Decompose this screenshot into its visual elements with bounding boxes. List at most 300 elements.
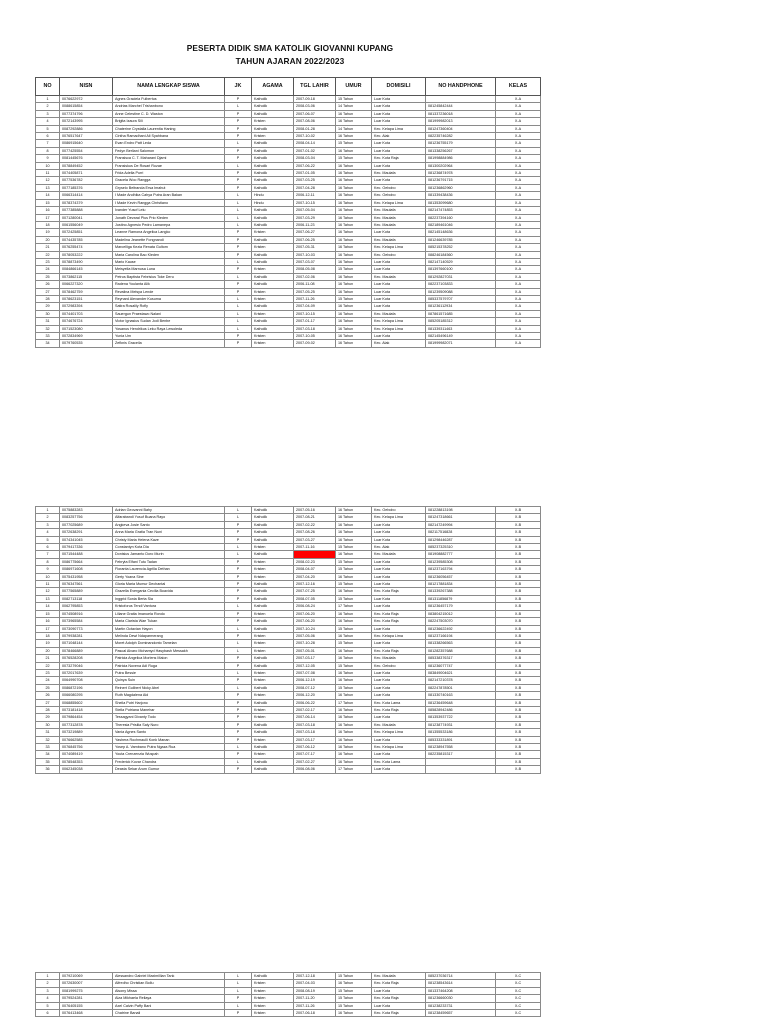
table-cell: 15 Tahun: [336, 155, 372, 162]
table-cell: 33: [36, 333, 60, 340]
table-cell: Gracela Woo Rangga: [113, 177, 225, 184]
table-cell: Kristen: [252, 714, 294, 721]
table-cell: P: [225, 595, 252, 602]
table-cell: Gryselo Beltranda Ersa Imahut: [113, 184, 225, 191]
table-cell: 082189461046: [426, 221, 496, 228]
table-cell: 082235746282: [426, 133, 496, 140]
class-xc-table: [35, 972, 541, 1017]
table-cell: 16 Tahun: [336, 281, 372, 288]
table-cell: X-A: [496, 125, 541, 132]
table-row: [36, 729, 541, 736]
table-cell: 081292827031: [426, 273, 496, 280]
table-cell: Chaterine Crystalla Laurentia Haning: [113, 125, 225, 132]
table-cell: 2007-02-17: [294, 706, 336, 713]
table-cell: X-A: [496, 170, 541, 177]
table-cell: Kristen: [252, 647, 294, 654]
table-cell: 081236874978: [426, 170, 496, 177]
table-cell: Kec. Maulafa: [372, 221, 426, 228]
table-cell: P: [225, 110, 252, 117]
table-cell: P: [225, 333, 252, 340]
table-cell: 081353937722: [426, 714, 496, 721]
table-cell: L: [225, 258, 252, 265]
table-cell: Inggrid Sonia Berta Sia: [113, 595, 225, 602]
table-cell: 0077185376: [60, 184, 113, 191]
table-cell: 15 Tahun: [336, 544, 372, 551]
table-cell: L: [225, 318, 252, 325]
table-cell: Katholik: [252, 625, 294, 632]
table-cell: 2007-04-20: [294, 573, 336, 580]
table-cell: P: [225, 1010, 252, 1017]
table-cell: 2: [36, 514, 60, 521]
table-cell: X-A: [496, 221, 541, 228]
table-cell: 17 Tahun: [336, 699, 372, 706]
table-cell: X-A: [496, 162, 541, 169]
table-cell: Putra Bessie: [113, 669, 225, 676]
table-cell: 7: [36, 551, 60, 558]
table-cell: X-A: [496, 244, 541, 251]
table-cell: Jonath Devaral Pius Prio Kleden: [113, 214, 225, 221]
table-cell: 9: [36, 566, 60, 573]
table-cell: 0072638291: [60, 529, 113, 536]
table-cell: Radena Youlanta Alik: [113, 281, 225, 288]
table-cell: 0077565889: [60, 588, 113, 595]
table-cell: X-B: [496, 684, 541, 691]
table-cell: 15 Tahun: [336, 1002, 372, 1009]
table-cell: Kristen: [252, 640, 294, 647]
table-cell: X-A: [496, 303, 541, 310]
table-cell: 2008-07-05: [294, 595, 336, 602]
table-cell: Hindu: [252, 192, 294, 199]
table-cell: 0073965584: [60, 618, 113, 625]
table-cell: 4: [36, 529, 60, 536]
table-cell: 29: [36, 303, 60, 310]
table-cell: L: [225, 684, 252, 691]
table-cell: Katholik: [252, 766, 294, 773]
table-cell: P: [225, 266, 252, 273]
table-cell: L: [225, 669, 252, 676]
table-row: [36, 281, 541, 288]
table-cell: Katholik: [252, 521, 294, 528]
table-cell: 0086915640: [60, 140, 113, 147]
table-row: [36, 521, 541, 528]
table-cell: X-A: [496, 258, 541, 265]
table-cell: 16 Tahun: [336, 207, 372, 214]
table-cell: Katholik: [252, 236, 294, 243]
table-cell: Ivander Yusof Lelu: [113, 207, 225, 214]
table-cell: Gloria Maria Mumur Dechantal: [113, 581, 225, 588]
table-cell: X-B: [496, 669, 541, 676]
table-cell: 3: [36, 521, 60, 528]
table-cell: 2007-01-02: [294, 147, 336, 154]
table-row: [36, 310, 541, 317]
table-cell: X-A: [496, 229, 541, 236]
table-cell: 082117516828: [426, 529, 496, 536]
table-cell: Kristen: [252, 987, 294, 994]
table-cell: P: [225, 521, 252, 528]
table-cell: [426, 96, 496, 103]
table-cell: 0076662585: [60, 736, 113, 743]
table-cell: L: [225, 192, 252, 199]
table-cell: Revalina Melsya Lende: [113, 288, 225, 295]
table-cell: X-B: [496, 655, 541, 662]
table-cell: X-B: [496, 618, 541, 625]
table-cell: Katholik: [252, 140, 294, 147]
table-cell: 15 Tahun: [336, 995, 372, 1002]
table-cell: Katholik: [252, 221, 294, 228]
table-cell: 5: [36, 536, 60, 543]
table-cell: 16 Tahun: [336, 647, 372, 654]
table-cell: 0074401703: [60, 310, 113, 317]
table-cell: 0078374379: [60, 199, 113, 206]
table-cell: 31: [36, 318, 60, 325]
table-row: [36, 273, 541, 280]
table-cell: 34: [36, 751, 60, 758]
table-cell: 0079938281: [60, 632, 113, 639]
table-cell: 2007-06-20: [294, 618, 336, 625]
table-cell: Kec. Kota Raja: [372, 995, 426, 1002]
table-cell: Luar Kota: [372, 766, 426, 773]
table-cell: X-C: [496, 987, 541, 994]
table-cell: X-B: [496, 721, 541, 728]
table-cell: 2007-11-26: [294, 1002, 336, 1009]
table-cell: X-C: [496, 1010, 541, 1017]
table-cell: Kec. Maulafa: [372, 551, 426, 558]
table-cell: 0064990708: [60, 677, 113, 684]
table-row: [36, 340, 541, 347]
table-cell: 2008-03-06: [294, 103, 336, 110]
table-cell: 16 Tahun: [336, 618, 372, 625]
table-cell: X-A: [496, 340, 541, 347]
table-cell: 0076255474: [60, 244, 113, 251]
table-cell: 22: [36, 662, 60, 669]
table-cell: 2007-03-29: [294, 214, 336, 221]
table-cell: Katholik: [252, 110, 294, 117]
table-cell: Satira Rosalily Rofly: [113, 303, 225, 310]
table-cell: 2007-01-17: [294, 318, 336, 325]
table-cell: 22: [36, 251, 60, 258]
table-row: [36, 140, 541, 147]
col-header: NAMA LENGKAP SISWA: [113, 78, 225, 96]
table-cell: 0076413468: [60, 1010, 113, 1017]
table-cell: 083804215012: [426, 610, 496, 617]
table-cell: 29: [36, 714, 60, 721]
table-cell: 2007-03-07: [294, 258, 336, 265]
table-cell: Brigita Izaura Sili: [113, 118, 225, 125]
table-cell: P: [225, 177, 252, 184]
table-cell: 0079524281: [60, 995, 113, 1002]
table-cell: Kec. Kota Raja: [372, 155, 426, 162]
table-cell: Stella Putriana Manehar: [113, 706, 225, 713]
table-cell: Kec. Kota Raja: [372, 618, 426, 625]
table-cell: X-A: [496, 103, 541, 110]
table-cell: 2008-04-07: [294, 566, 336, 573]
table-cell: 0076405155: [60, 1002, 113, 1009]
table-cell: L: [225, 544, 252, 551]
table-cell: Petrus Baptista Febrisius Toke Deru: [113, 273, 225, 280]
table-row: [36, 632, 541, 639]
table-cell: 0074341045: [60, 536, 113, 543]
table-cell: Kec. Alak: [372, 544, 426, 551]
table-cell: X-B: [496, 610, 541, 617]
table-cell: 16 Tahun: [336, 632, 372, 639]
table-cell: 0074676724: [60, 318, 113, 325]
table-cell: 2007-03-18: [294, 721, 336, 728]
table-cell: Floranta Laurencia Agrilla Dethan: [113, 566, 225, 573]
table-cell: Katholik: [252, 184, 294, 191]
table-cell: 0072630007: [60, 980, 113, 987]
table-cell: Katholik: [252, 551, 294, 558]
table-cell: 082147249994: [426, 521, 496, 528]
col-header: UMUR: [336, 78, 372, 96]
table-cell: 16 Tahun: [336, 177, 372, 184]
table-cell: 16 Tahun: [336, 229, 372, 236]
table-row: [36, 699, 541, 706]
table-cell: X-A: [496, 266, 541, 273]
table-cell: Kec. Maulafa: [372, 207, 426, 214]
table-cell: 0071048144: [60, 640, 113, 647]
table-cell: 081238233731: [426, 1002, 496, 1009]
table-cell: X-B: [496, 558, 541, 565]
table-cell: X-A: [496, 310, 541, 317]
table-cell: 081998884986: [426, 155, 496, 162]
table-cell: P: [225, 118, 252, 125]
table-cell: X-B: [496, 632, 541, 639]
table-cell: Luar Kota: [372, 162, 426, 169]
table-cell: X-A: [496, 288, 541, 295]
table-cell: 081236457179: [426, 603, 496, 610]
table-cell: Katholik: [252, 595, 294, 602]
table-cell: 082145148636: [426, 229, 496, 236]
table-cell: Kec. Kelapa Lima: [372, 125, 426, 132]
table-cell: X-B: [496, 640, 541, 647]
table-cell: 0084866145: [60, 266, 113, 273]
table-cell: 081239585308: [426, 558, 496, 565]
table-cell: 2007-06-07: [294, 110, 336, 117]
table-cell: 16 Tahun: [336, 521, 372, 528]
table-cell: Luar Kota: [372, 684, 426, 691]
table-cell: Yashera Rochmaulli Konk Manan: [113, 736, 225, 743]
table-row: [36, 266, 541, 273]
table-cell: 2006-11-23: [294, 221, 336, 228]
table-cell: Katholik: [252, 758, 294, 765]
table-cell: 2007-10-24: [294, 625, 336, 632]
table-cell: 2007-10-05: [294, 333, 336, 340]
table-cell: Kec. Kelapa Lima: [372, 514, 426, 521]
table-cell: L: [225, 325, 252, 332]
table-cell: X-A: [496, 110, 541, 117]
table-row: [36, 669, 541, 676]
table-cell: 2007-12-18: [294, 973, 336, 980]
table-cell: 2008-03-04: [294, 155, 336, 162]
table-cell: Kec. Alak: [372, 340, 426, 347]
table-cell: X-A: [496, 207, 541, 214]
class-xa-table: [35, 77, 541, 348]
table-cell: Kec. Maulafa: [372, 655, 426, 662]
table-cell: 0062795853: [60, 603, 113, 610]
table-cell: L: [225, 758, 252, 765]
table-cell: Katholik: [252, 318, 294, 325]
table-cell: 16 Tahun: [336, 729, 372, 736]
table-cell: 15 Tahun: [336, 295, 372, 302]
table-cell: 16 Tahun: [336, 706, 372, 713]
table-cell: X-A: [496, 96, 541, 103]
table-row: [36, 544, 541, 551]
table-cell: 085205185312: [426, 318, 496, 325]
table-cell: 081238947558: [426, 744, 496, 751]
table-cell: Katholik: [252, 281, 294, 288]
table-cell: 082147140529: [426, 258, 496, 265]
table-cell: X-A: [496, 273, 541, 280]
table-cell: L: [225, 640, 252, 647]
table-cell: 081999982013: [426, 118, 496, 125]
table-cell: 0073090773: [60, 625, 113, 632]
table-cell: 16 Tahun: [336, 744, 372, 751]
table-cell: 19: [36, 640, 60, 647]
table-cell: P: [225, 662, 252, 669]
table-cell: X-B: [496, 588, 541, 595]
table-cell: 081908882777: [426, 551, 496, 558]
table-cell: 11: [36, 581, 60, 588]
table-cell: Kec. Kelapa Lima: [372, 325, 426, 332]
table-cell: X-A: [496, 118, 541, 125]
table-cell: 23: [36, 258, 60, 265]
table-cell: X-A: [496, 214, 541, 221]
table-cell: Kristen: [252, 995, 294, 1002]
table-cell: P: [225, 588, 252, 595]
table-cell: Maria Clarista Wae Tukan: [113, 618, 225, 625]
table-cell: P: [225, 581, 252, 588]
table-cell: P: [225, 995, 252, 1002]
table-cell: Youta Crenzenzia Wuspah: [113, 751, 225, 758]
table-cell: 0088615854: [60, 103, 113, 110]
table-cell: 0086775664: [60, 558, 113, 565]
table-cell: X-A: [496, 281, 541, 288]
table-cell: 16 Tahun: [336, 310, 372, 317]
table-cell: 16 Tahun: [336, 655, 372, 662]
col-header: NO: [36, 78, 60, 96]
table-cell: 081245842444: [426, 103, 496, 110]
table-cell: Kristen: [252, 295, 294, 302]
table-cell: 081247318661: [426, 514, 496, 521]
table-cell: 2007-12-16: [294, 581, 336, 588]
table-cell: 081311856879: [426, 595, 496, 602]
table-cell: Kristen: [252, 573, 294, 580]
table-cell: 16 Tahun: [336, 147, 372, 154]
table-cell: 21: [36, 244, 60, 251]
table-row: [36, 995, 541, 1002]
table-cell: 16 Tahun: [336, 258, 372, 265]
table-cell: 16 Tahun: [336, 273, 372, 280]
table-cell: 2007-06-12: [294, 744, 336, 751]
table-cell: 2007-06-14: [294, 714, 336, 721]
table-cell: 2007-09-18: [294, 96, 336, 103]
table-cell: I Made Andhika Cahya Putra Aran Bakan: [113, 192, 225, 199]
table-cell: 2007-04-28: [294, 184, 336, 191]
table-cell: 16 Tahun: [336, 1010, 372, 1017]
table-cell: 18: [36, 221, 60, 228]
table-cell: 0061556049: [60, 221, 113, 228]
table-cell: Katholik: [252, 214, 294, 221]
table-cell: [426, 766, 496, 773]
table-cell: P: [225, 147, 252, 154]
table-cell: Katholik: [252, 103, 294, 110]
table-cell: 24: [36, 677, 60, 684]
table-cell: 085237325310: [426, 544, 496, 551]
table-cell: 0072983394: [60, 303, 113, 310]
table-cell: 17 Tahun: [336, 603, 372, 610]
table-cell: Luar Kota: [372, 987, 426, 994]
table-cell: Katholik: [252, 507, 294, 514]
table-cell: Christy Maria Helena Kaze: [113, 536, 225, 543]
table-cell: X-B: [496, 551, 541, 558]
table-cell: L: [225, 514, 252, 521]
table-row: [36, 551, 541, 558]
table-cell: X-C: [496, 1002, 541, 1009]
table-cell: Maria Carolina Bao Kleden: [113, 251, 225, 258]
table-cell: 0078466889: [60, 647, 113, 654]
table-cell: Kec. Kelapa Lima: [372, 632, 426, 639]
table-cell: 16 Tahun: [336, 551, 372, 558]
table-cell: 16 Tahun: [336, 184, 372, 191]
table-cell: 2007-05-25: [294, 288, 336, 295]
table-cell: X-C: [496, 980, 541, 987]
table-cell: Katholik: [252, 618, 294, 625]
table-cell: 087861571685: [426, 310, 496, 317]
table-cell: 2007-03-27: [294, 536, 336, 543]
table-cell: 081337236018: [426, 110, 496, 117]
table-cell: Meisyella Marnusa Luna: [113, 266, 225, 273]
table-cell: P: [225, 170, 252, 177]
table-row: [36, 103, 541, 110]
table-row: [36, 251, 541, 258]
table-row: [36, 170, 541, 177]
table-cell: 082147210378: [426, 677, 496, 684]
table-row: [36, 677, 541, 684]
table-cell: Kec. Oebobo: [372, 507, 426, 514]
table-row: [36, 721, 541, 728]
table-cell: Luar Kota: [372, 669, 426, 676]
table-cell: 2007-06-27: [294, 229, 336, 236]
table-cell: P: [225, 96, 252, 103]
table-cell: Katholik: [252, 177, 294, 184]
table-cell: Fransisca C. T. Maharani Djami: [113, 155, 225, 162]
table-cell: 0071523080: [60, 325, 113, 332]
table-row: [36, 333, 541, 340]
table-cell: 0071280041: [60, 214, 113, 221]
table-cell: 082247878501: [426, 684, 496, 691]
table-cell: X-B: [496, 544, 541, 551]
table-cell: X-B: [496, 744, 541, 751]
table-cell: Katholik: [252, 655, 294, 662]
table-cell: 26: [36, 281, 60, 288]
table-cell: Katholik: [252, 155, 294, 162]
table-cell: X-A: [496, 155, 541, 162]
table-cell: P: [225, 692, 252, 699]
table-cell: L: [225, 1002, 252, 1009]
table-cell: X-B: [496, 692, 541, 699]
table-cell: 23: [36, 669, 60, 676]
table-cell: 2007-11-26: [294, 295, 336, 302]
table-cell: 15 Tahun: [336, 595, 372, 602]
table-cell: 081247360404: [426, 125, 496, 132]
table-cell: 2007-03-17: [294, 736, 336, 743]
table-cell: 082147474853: [426, 207, 496, 214]
table-cell: 0086872196: [60, 684, 113, 691]
table-cell: X-B: [496, 736, 541, 743]
table-cell: P: [225, 229, 252, 236]
table-cell: Sauergun Praestawo Nalani: [113, 310, 225, 317]
table-cell: 2007-05-16: [294, 507, 336, 514]
